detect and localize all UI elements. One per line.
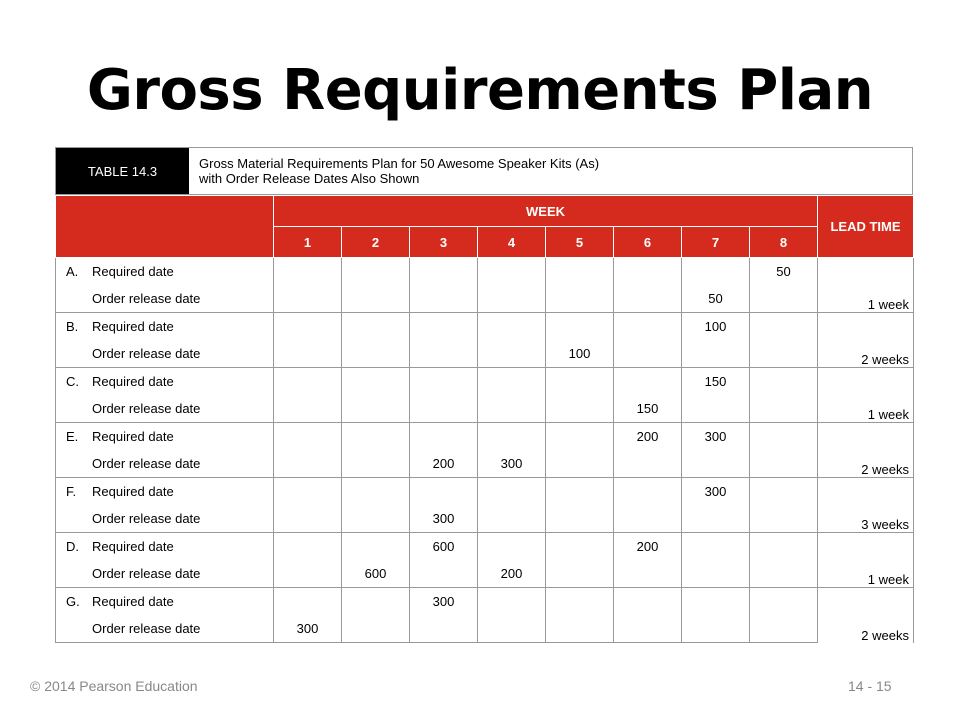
order-week-3-cell [410,285,478,313]
required-label: Required date [92,429,174,444]
order-week-7-cell [682,340,750,368]
order-label: Order release date [92,566,201,581]
order-week-3-cell: 300 [410,505,478,533]
required-week-7-cell: 300 [682,423,750,451]
order-label: Order release date [92,621,201,636]
required-week-3-cell [410,368,478,396]
order-week-3-cell [410,615,478,643]
order-week-2-cell [342,340,410,368]
required-week-2-cell [342,258,410,286]
item-letter: B. [66,319,79,334]
requirements-table [55,195,914,643]
order-week-3-cell: 200 [410,450,478,478]
order-week-4-cell: 200 [478,560,546,588]
order-week-5-cell [546,505,614,533]
order-week-4-cell: 300 [478,450,546,478]
order-week-6-cell [614,285,682,313]
order-week-7-cell [682,505,750,533]
order-week-1-cell [274,285,342,313]
order-week-1-cell [274,340,342,368]
order-week-1-cell [274,560,342,588]
order-week-8-cell [750,450,818,478]
order-week-2-cell [342,615,410,643]
required-week-7-cell [682,258,750,286]
required-week-3-cell [410,478,478,506]
table-row [56,423,914,451]
required-week-4-cell [478,423,546,451]
item-letter: C. [66,374,79,389]
table-row [56,533,914,561]
required-week-5-cell [546,313,614,341]
lead-time-cell: 3 weeks [818,478,914,533]
order-week-6-cell [614,450,682,478]
order-label: Order release date [92,401,201,416]
required-week-3-cell: 600 [410,533,478,561]
table-caption [55,147,913,195]
order-label-cell [56,560,274,588]
required-week-4-cell [478,533,546,561]
order-week-5-cell: 100 [546,340,614,368]
required-week-7-cell: 300 [682,478,750,506]
order-week-7-cell [682,395,750,423]
required-week-6-cell [614,588,682,616]
required-week-6-cell [614,313,682,341]
week-6-header: 6 [614,227,682,258]
required-week-4-cell [478,368,546,396]
required-week-6-cell [614,368,682,396]
order-label-cell [56,395,274,423]
required-label: Required date [92,594,174,609]
required-week-3-cell [410,313,478,341]
order-week-7-cell [682,450,750,478]
order-week-6-cell: 150 [614,395,682,423]
order-label: Order release date [92,291,201,306]
lead-time-header: LEAD TIME [818,196,914,258]
required-label-cell [56,588,274,616]
required-label-cell [56,368,274,396]
week-5-header: 5 [546,227,614,258]
order-week-2-cell [342,285,410,313]
week-3-header: 3 [410,227,478,258]
order-week-2-cell [342,450,410,478]
header-blank [56,196,274,258]
week-4-header: 4 [478,227,546,258]
required-week-3-cell: 300 [410,588,478,616]
required-week-4-cell [478,258,546,286]
required-week-5-cell [546,258,614,286]
required-week-5-cell [546,533,614,561]
order-week-5-cell [546,560,614,588]
required-week-5-cell [546,368,614,396]
order-week-2-cell: 600 [342,560,410,588]
required-week-8-cell [750,313,818,341]
required-week-4-cell [478,478,546,506]
item-letter: F. [66,484,77,499]
required-label-cell [56,533,274,561]
table-row [56,588,914,616]
required-week-7-cell [682,533,750,561]
order-week-1-cell [274,505,342,533]
required-week-7-cell [682,588,750,616]
order-week-4-cell [478,395,546,423]
required-week-2-cell [342,478,410,506]
order-week-8-cell [750,505,818,533]
table-row [56,395,914,423]
table-row [56,615,914,643]
order-label: Order release date [92,456,201,471]
item-letter: E. [66,429,79,444]
required-week-8-cell: 50 [750,258,818,286]
table-description-line-2: with Order Release Dates Also Shown [199,171,420,186]
order-week-5-cell [546,450,614,478]
required-week-2-cell [342,368,410,396]
order-week-5-cell [546,395,614,423]
required-week-2-cell [342,423,410,451]
order-week-5-cell [546,615,614,643]
week-7-header: 7 [682,227,750,258]
required-week-1-cell [274,588,342,616]
required-label-cell [56,423,274,451]
order-label-cell [56,285,274,313]
order-week-6-cell [614,505,682,533]
required-label-cell [56,478,274,506]
order-week-2-cell [342,505,410,533]
item-letter: G. [66,594,80,609]
order-week-8-cell [750,395,818,423]
order-week-7-cell [682,615,750,643]
required-week-5-cell [546,588,614,616]
required-week-2-cell [342,533,410,561]
item-letter: A. [66,264,79,279]
required-label-cell [56,258,274,286]
required-week-8-cell [750,368,818,396]
order-week-4-cell [478,340,546,368]
order-week-7-cell: 50 [682,285,750,313]
order-label: Order release date [92,511,201,526]
lead-time-cell: 1 week [818,368,914,423]
order-label-cell [56,340,274,368]
order-week-4-cell [478,285,546,313]
lead-time-cell: 2 weeks [818,588,914,643]
required-week-7-cell: 100 [682,313,750,341]
order-label: Order release date [92,346,201,361]
item-letter: D. [66,539,79,554]
required-week-8-cell [750,478,818,506]
required-week-1-cell [274,423,342,451]
page-number: 14 - 15 [848,678,892,694]
slide-title: Gross Requirements Plan [86,58,874,123]
table-row [56,285,914,313]
table-description [199,156,599,186]
required-label: Required date [92,539,174,554]
required-label: Required date [92,484,174,499]
order-week-8-cell [750,340,818,368]
week-1-header: 1 [274,227,342,258]
copyright-footer: © 2014 Pearson Education [30,678,198,694]
required-label-cell [56,313,274,341]
required-week-1-cell [274,478,342,506]
table-description-line-1: Gross Material Requirements Plan for 50 Awesome Speaker Kits (As) [199,156,600,171]
order-week-4-cell [478,505,546,533]
order-week-3-cell [410,560,478,588]
order-week-1-cell [274,395,342,423]
week-2-header: 2 [342,227,410,258]
required-week-1-cell [274,533,342,561]
required-week-1-cell [274,368,342,396]
required-week-6-cell: 200 [614,533,682,561]
order-week-1-cell: 300 [274,615,342,643]
required-week-2-cell [342,588,410,616]
table-row [56,560,914,588]
required-week-3-cell [410,423,478,451]
required-week-8-cell [750,588,818,616]
order-week-1-cell [274,450,342,478]
order-week-3-cell [410,340,478,368]
order-week-8-cell [750,560,818,588]
order-week-8-cell [750,615,818,643]
table-row [56,313,914,341]
required-week-8-cell [750,423,818,451]
order-week-4-cell [478,615,546,643]
order-week-7-cell [682,560,750,588]
required-week-4-cell [478,313,546,341]
order-label-cell [56,505,274,533]
required-week-6-cell [614,258,682,286]
required-week-3-cell [410,258,478,286]
table-row [56,340,914,368]
required-label: Required date [92,374,174,389]
lead-time-cell: 2 weeks [818,423,914,478]
required-week-8-cell [750,533,818,561]
required-week-4-cell [478,588,546,616]
order-week-2-cell [342,395,410,423]
order-week-5-cell [546,285,614,313]
required-week-6-cell: 200 [614,423,682,451]
table-row [56,368,914,396]
required-week-5-cell [546,423,614,451]
required-week-5-cell [546,478,614,506]
week-header: WEEK [274,196,818,227]
order-label-cell [56,450,274,478]
required-week-6-cell [614,478,682,506]
lead-time-cell: 1 week [818,533,914,588]
required-label: Required date [92,319,174,334]
table-label: TABLE 14.3 [56,148,189,194]
required-week-1-cell [274,258,342,286]
table-row [56,505,914,533]
required-week-1-cell [274,313,342,341]
lead-time-cell: 2 weeks [818,313,914,368]
required-label: Required date [92,264,174,279]
table-row [56,258,914,286]
order-week-6-cell [614,560,682,588]
order-label-cell [56,615,274,643]
required-week-7-cell: 150 [682,368,750,396]
table-row [56,450,914,478]
order-week-6-cell [614,615,682,643]
lead-time-cell: 1 week [818,258,914,313]
order-week-6-cell [614,340,682,368]
order-week-8-cell [750,285,818,313]
week-8-header: 8 [750,227,818,258]
order-week-3-cell [410,395,478,423]
required-week-2-cell [342,313,410,341]
table-row [56,478,914,506]
